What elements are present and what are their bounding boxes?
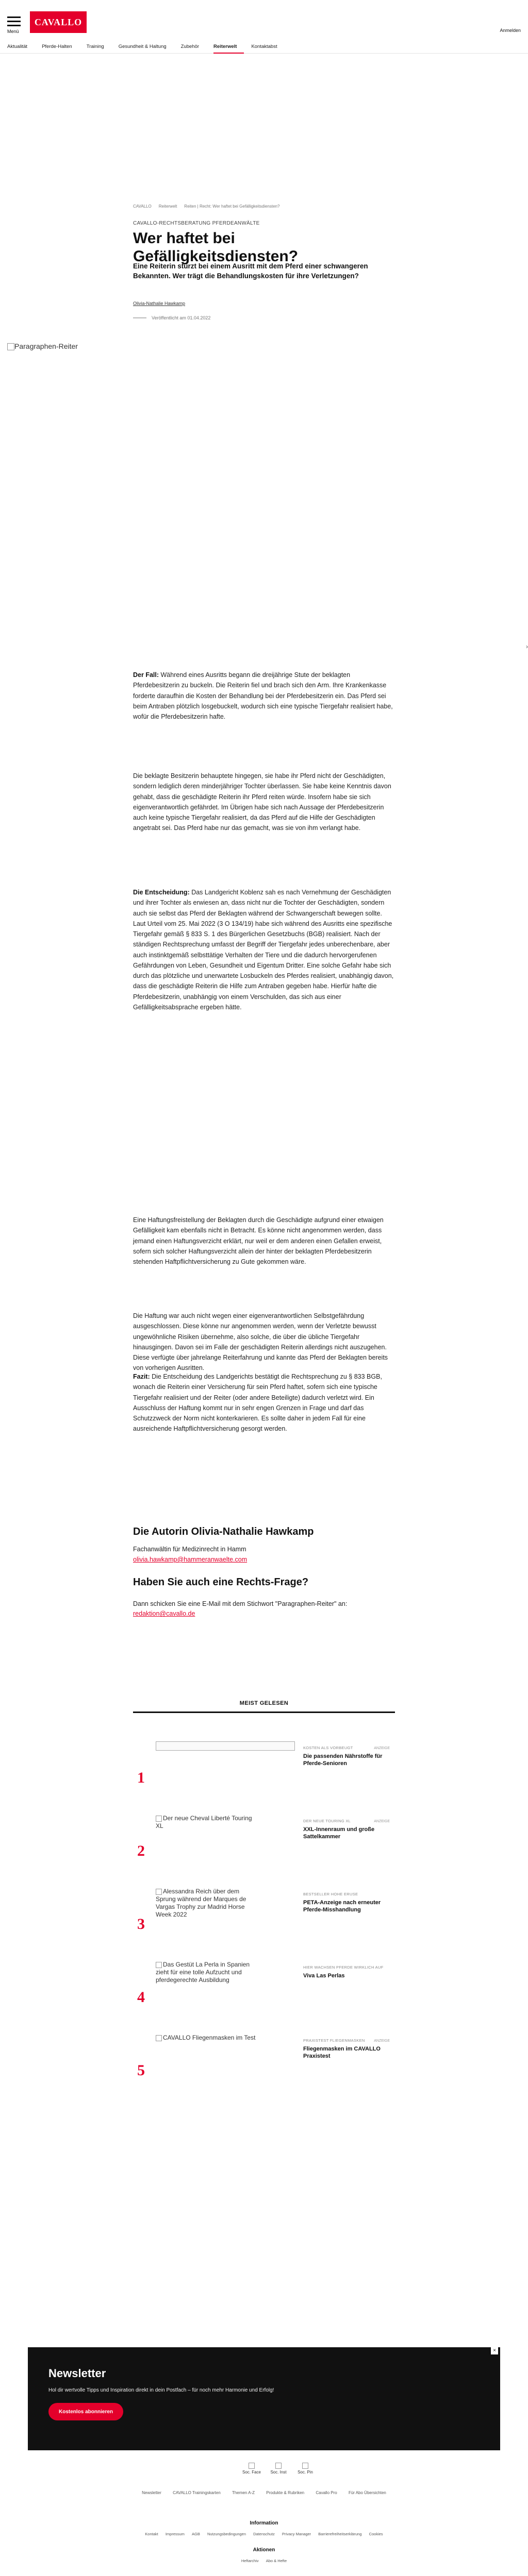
most-read-item[interactable] (133, 1804, 395, 1877)
ad-badge: ANZEIGE (374, 2039, 390, 2043)
question-text (133, 1599, 395, 1619)
rank-number: 5 (137, 2062, 145, 2079)
logo-text: CAVALLO (34, 16, 82, 27)
footer-link[interactable]: Kontakt (145, 2532, 158, 2536)
footer-link[interactable]: CAVALLO Trainingskarten (173, 2490, 221, 2495)
broken-image-icon (249, 2463, 255, 2469)
nav-item-zubehoer[interactable]: Zubehör (180, 44, 200, 49)
ad-badge: ANZEIGE (374, 1747, 390, 1750)
question-box-title: Haben Sie auch eine Rechts-Frage? (133, 1577, 309, 1588)
footer-link[interactable]: Themen A-Z (232, 2490, 255, 2495)
site-logo[interactable] (30, 11, 87, 33)
most-read-item[interactable] (133, 1951, 395, 2024)
footer-link[interactable]: Newsletter (142, 2490, 161, 2495)
image-alt (156, 1888, 259, 1919)
facebook-icon[interactable] (241, 2463, 262, 2475)
image-alt-text: Der neue Cheval Liberté Touring XL (156, 1815, 252, 1829)
broken-image-icon (7, 343, 14, 350)
rank-number: 4 (137, 1989, 145, 2006)
teaser-image[interactable] (156, 2034, 295, 2094)
ad-slot (0, 1005, 528, 1211)
paragraph-lead: Die Entscheidung: (133, 889, 190, 896)
rank-number: 1 (137, 1769, 145, 1786)
teaser-kicker: DER NEUE TOURING XL (303, 1819, 351, 1823)
newsletter-subtitle: Hol dir wertvolle Tipps und Inspiration direkt in dein Postfach – für noch mehr Harmonie und Erfolg! (48, 2387, 274, 2393)
image-alt (156, 2034, 259, 2042)
image-alt-text: Alessandra Reich über dem Sprung während der Marques de Vargas Trophy zur Madrid Horse Week 2022 (156, 1888, 246, 1918)
image-alt (156, 1815, 259, 1830)
teaser-kicker: BESTSELLER HOHE ERUSE (303, 1892, 358, 1896)
publish-date-text: Veröffentlicht am 01.04.2022 (152, 315, 211, 320)
ad-badge: ANZEIGE (374, 1820, 390, 1823)
paragraph-self-risk: Die Haftung war auch nicht wegen einer eigenverantwortlichen Selbstgefährdung ausgeschlossen. Diese könne nur angenommen werden, wenn der Verletzte bewusst ungewöhnliche Risiken übernehme, also solche, die über die übliche Tiergefahr hinausgingen. Davon sei im Falle der geschädigten Reiterin allerdings nicht auszugehen. Diese verfügte über jahrelange Reiterfahrung und kannte das Pferd der Beklagten bereits von vorherigen Ausritten. (133, 1312, 388, 1372)
question-email-link[interactable]: redaktion@cavallo.de (133, 1610, 195, 1618)
paragraph-case (133, 670, 395, 722)
footer-link[interactable]: Cavallo Pro (316, 2490, 337, 2495)
footer-info-links (0, 2532, 528, 2536)
image-alt (156, 1961, 259, 1984)
social-label: Soc. Face (242, 2470, 261, 2475)
article-teaser: Eine Reiterin stürzt bei einem Ausritt mit dem Pferd einer schwangeren Bekannten. Wer trägt die Behandlungskosten für ihre Verletzungen? (133, 262, 368, 280)
footer-info-heading: Information (250, 2520, 278, 2526)
footer-link[interactable]: Abo & Hefte (266, 2558, 287, 2563)
rank-number: 3 (137, 1916, 145, 1933)
teaser-headline[interactable]: PETA-Anzeige nach erneuter Pferde-Misshandlung (303, 1900, 381, 1913)
site-header (0, 9, 528, 36)
nav-item-gesundheit[interactable]: Gesundheit & Haltung (118, 44, 167, 49)
social-links (227, 2463, 330, 2475)
teaser-image[interactable] (156, 1741, 295, 1801)
footer-link[interactable]: Barrierefreiheitserklärung (318, 2532, 362, 2536)
social-label: Soc. Pin (298, 2470, 313, 2475)
nav-item-reiterwelt[interactable]: Reiterwelt (213, 44, 244, 54)
footer-link[interactable]: Cookies (369, 2532, 383, 2536)
paragraph-liability: Eine Haftungsfreistellung der Beklagten durch die Geschädigte aufgrund einer etwaigen Gefälligkeit kam ebenfalls nicht in Betracht. Es könne nicht angenommen werden, dass jemand einen Haftungsverzicht erklärt, nur weil er dem anderen einen Gefallen erweist, sofern sich solcher Haftungsverzicht allein der hinter der beklagten Pferdebesitzerin stehenden Haftpflichtversicherung zu Gute gekommen wäre. (133, 1216, 384, 1265)
author-email-link[interactable]: olivia.hawkamp@hammeranwaelte.com (133, 1556, 248, 1563)
most-read-divider (133, 1711, 395, 1713)
image-alt-text: Das Gestüt La Perla in Spanien zieht für eine tolle Aufzucht und pferdegerechte Ausbildung (156, 1961, 250, 1984)
top-strip (0, 0, 528, 3)
image-alt-text: CAVALLO Fliegenmasken im Test (163, 2034, 256, 2041)
most-read-item[interactable] (133, 1877, 395, 1951)
footer-partner-links (0, 2558, 528, 2563)
menu-icon[interactable] (7, 16, 21, 27)
hero-image (7, 342, 521, 667)
breadcrumb-item: Reiten | Recht: Wer haftet bei Gefälligkeitsdiensten? (184, 204, 280, 209)
social-label: Soc. Inst (270, 2470, 287, 2475)
author-link[interactable]: Olivia-Nathalie Hawkamp (133, 301, 186, 306)
teaser-image[interactable] (156, 1888, 295, 1947)
author-role: Fachanwältin für Medizinrecht in Hamm (133, 1546, 246, 1553)
footer-partner-heading: Aktionen (253, 2547, 275, 2553)
footer-link[interactable]: Produkte & Rubriken (266, 2490, 305, 2495)
pinterest-icon[interactable] (295, 2463, 316, 2475)
instagram-icon[interactable] (268, 2463, 289, 2475)
teaser-text[interactable] (303, 1965, 395, 1979)
most-read-item[interactable] (133, 2024, 395, 2097)
most-read-list (133, 1731, 395, 2097)
paragraph-text: Die Entscheidung des Landgerichts bestätigt die Rechtsprechung zu § 833 BGB, wonach die Reiterin einer Versicherung für sein Pferd haftet, sofern sich eine typische Tiergefahr realisiert und der Reiter (oder andere Beteiligte) dadurch verletzt wird. Ein Ausschluss der Haftung kommt nur in sehr engen Grenzen in Frage und darf das Schutzzweck der Norm nicht konterkarieren. Es sollte daher in jedem Fall für eine ausreichende Haftpflichtversicherung gesorgt werden. (133, 1373, 382, 1433)
broken-image-icon (156, 1962, 162, 1968)
broken-image-icon (302, 2463, 308, 2469)
article-kicker: CAVALLO-RECHTSBERATUNG PFERDEANWÄLTE (133, 221, 260, 226)
teaser-kicker: PRAXISTEST FLIEGENMASKEN (303, 2038, 365, 2043)
footer-link[interactable]: Für Abo Übersichten (348, 2490, 386, 2495)
teaser-image[interactable] (156, 1961, 295, 2021)
author-box-title: Die Autorin Olivia-Nathalie Hawkamp (133, 1526, 314, 1537)
footer-link[interactable]: AGB (192, 2532, 200, 2536)
close-icon[interactable]: × (491, 2347, 498, 2354)
footer-link[interactable]: Datenschutz (253, 2532, 275, 2536)
menu-label[interactable]: Menü (7, 29, 19, 34)
most-read-title: MEIST GELESEN (239, 1700, 289, 1706)
footer-link[interactable]: Nutzungsbedingungen (207, 2532, 246, 2536)
newsletter-title: Newsletter (48, 2367, 106, 2380)
paragraph-text: Das Landgericht Koblenz sah es nach Vernehmung der Geschädigten und ihrer Tochter als erwiesen an, dass nicht nur die Tochter der Geschädigten, sondern auch sie selbst das Pferd der Beklagten während der Schwangerschaft bewegen sollte. Laut Urteil vom 25. Mai 2022 (3 O 134/19) habe sich während des Ausritts eine spezifische Tiergefahr gemäß § 833 S. 1 des Bürgerlichen Gesetzbuchs (BGB) realisiert. Nach der ständigen Rechtsprechung umfasst der Begriff der Tiergefahr jedes unberechenbare, aber auch instinktgemäß selbsttätige Verhalten der Tiere und die dadurch hervorgerufenen Gefährdungen von Leben, Gesundheit und Eigentum Dritter. Eine solche Gefahr habe sich durch das plötzliche und unerwartete Losbuckeln des Pferdes realisiert, unabhängig davon, dass die geschädigte Reiterin die Hilfe zum Antraben gegeben habe. Hierfür hafte die Pferdebesitzerin, unabhängig von einem Verschulden, das sich aus einer Gefälligkeitsabsprache ergeben hätte. (133, 889, 394, 1011)
paragraph-text: Während eines Ausritts begann die dreijährige Stute der beklagten Pferdebesitzerin zu buckeln. Die Reiterin fiel und brach sich den Arm. Ihre Krankenkasse forderte daraufhin die Kosten der Behandlung bei der Pferdebesitzerin ein. Das Pferd sei beim Antraben plötzlich losgebuckelt, wodurch sich eine typische Tiergefahr realisiert habe, wofür die Pferdebesitzerin hafte. (133, 671, 393, 720)
footer-link[interactable]: Heftarchiv (241, 2558, 259, 2563)
paragraph-lead: Fazit: (133, 1373, 150, 1380)
teaser-headline[interactable]: XXL-Innenraum und große Sattelkammer (303, 1826, 375, 1840)
paragraph-conclusion (133, 1371, 395, 1434)
rank-number: 2 (137, 1842, 145, 1859)
page-title: Wer haftet bei Gefälligkeitsdiensten? (133, 230, 299, 265)
author-email (133, 1556, 395, 1563)
most-read-item[interactable] (133, 1731, 395, 1804)
paragraph-decision (133, 887, 395, 1012)
chevron-right-icon[interactable]: › (526, 643, 528, 650)
nav-item-more[interactable]: Kontaktabst (251, 44, 277, 49)
nav-item-training[interactable]: Training (86, 44, 104, 49)
breadcrumb-item[interactable]: Reiterwelt (158, 204, 177, 209)
breadcrumb (133, 204, 395, 209)
newsletter-subscribe-button[interactable]: Kostenlos abonnieren (48, 2403, 123, 2420)
question-text-body: Dann schicken Sie eine E-Mail mit dem Stichwort "Paragraphen-Reiter" an: (133, 1600, 348, 1607)
paragraph-lead: Der Fall: (133, 671, 159, 679)
teaser-kicker: HIER WACHSEN PFERDE WIRKLICH AUF (303, 1965, 384, 1970)
date-divider (133, 317, 146, 318)
teaser-headline[interactable]: Die passenden Nährstoffe für Pferde-Senioren (303, 1753, 383, 1767)
broken-image-icon (156, 1816, 162, 1822)
hero-image-alt: Paragraphen-Reiter (14, 342, 78, 350)
paragraph-defense: Die beklagte Besitzerin behauptete hingegen, sie habe ihr Pferd nicht der Geschädigten, sondern lediglich deren minderjähriger Tochter überlassen. Sie habe keine Kenntnis davon gehabt, dass die geschädigte Reiterin ihr Pferd reiten würde. Insofern habe sie sich eigenverantwortlich gefährdet. Im Übrigen habe sich nach Aussage der Pferdebesitzerin auch keine typische Tiergefahr realisiert, da das Pferd auf die Hilfe der Geschädigten angetrabt sei. Das Pferd habe nur das gemacht, was sie von ihm verlangt habe. (133, 772, 391, 832)
image-placeholder (156, 1741, 295, 1751)
teaser-headline[interactable]: Fliegenmasken im CAVALLO Praxistest (303, 2046, 381, 2060)
teaser-kicker: KOSTEN ALS VORBEUGT (303, 1745, 353, 1750)
publish-date (133, 315, 395, 320)
broken-image-icon (156, 1889, 162, 1895)
login-link[interactable]: Anmelden (500, 28, 521, 33)
broken-image-icon (156, 2035, 162, 2041)
teaser-image[interactable] (156, 1815, 295, 1874)
footer-top-links (0, 2490, 528, 2495)
teaser-text[interactable] (303, 1892, 395, 1914)
breadcrumb-item[interactable]: CAVALLO (133, 204, 152, 209)
nav-item-aktualitaet[interactable]: Aktualität (7, 44, 28, 49)
nav-item-pferde-halten[interactable]: Pferde-Halten (42, 44, 72, 49)
main-nav (0, 40, 528, 54)
broken-image-icon (275, 2463, 282, 2469)
teaser-headline[interactable]: Viva Las Perlas (303, 1973, 345, 1979)
footer-link[interactable]: Privacy Manager (282, 2532, 311, 2536)
newsletter-box (28, 2347, 500, 2450)
footer-link[interactable]: Impressum (165, 2532, 185, 2536)
